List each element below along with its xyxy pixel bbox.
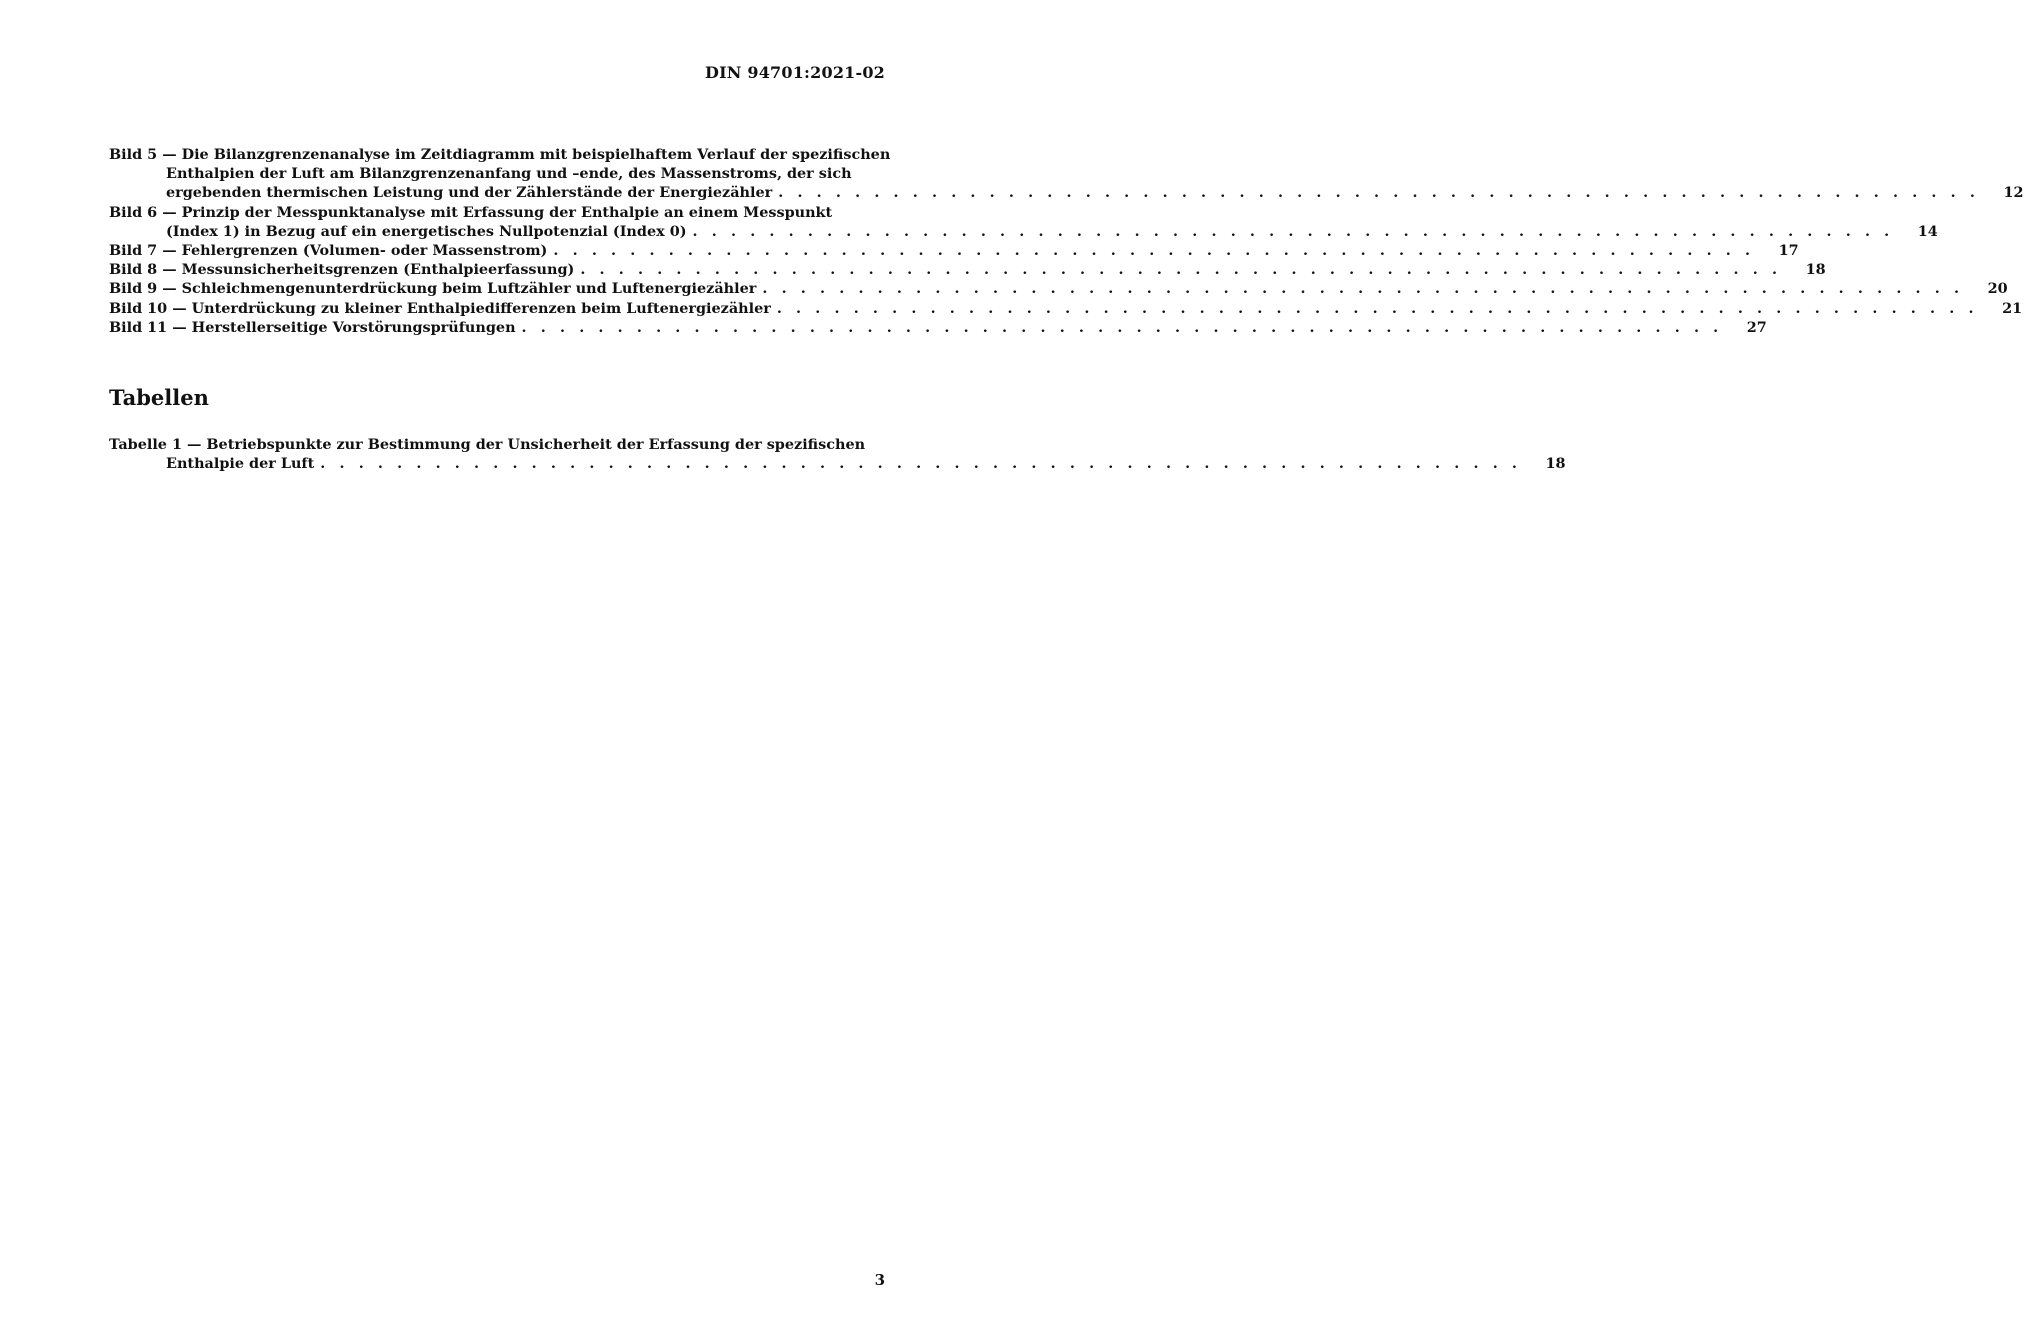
toc-page-number: 27 [1746,318,1767,336]
toc-page-number: 20 [1987,280,2008,298]
toc-leader-dots: . . . . . . . . . . . . . . . . . . . . . . . . . . . . . . . . . . . . . . . . . . . . . . . . . . . . . . . . . . . . . . . [521,318,1723,336]
toc-entry-text: Bild 6 — Prinzip der Messpunktanalyse mit Erfassung der Enthalpie an einem Messpunkt [109,203,833,221]
section-heading-tables: Tabellen [109,385,209,410]
toc-entry-text: (Index 1) in Bezug auf ein energetisches Nullpotenzial (Index 0) [166,222,687,240]
toc-leader-dots: . . . . . . . . . . . . . . . . . . . . . . . . . . . . . . . . . . . . . . . . . . . . . . . . . . . . . . . . . . . . . . . [776,299,1979,317]
toc-entry-bild-9[interactable] [109,279,2008,298]
toc-page-number: 21 [2002,299,2023,317]
toc-entry-bild-5[interactable] [109,145,2024,203]
toc-entry-tabelle-1[interactable] [109,435,1566,473]
toc-page-number: 12 [2003,184,2024,202]
toc-entry-bild-10[interactable] [109,299,2023,318]
toc-leader-dots: . . . . . . . . . . . . . . . . . . . . . . . . . . . . . . . . . . . . . . . . . . . . . . . . . . . . . . . . . . . . . . . [580,261,1782,279]
toc-entry-bild-11[interactable] [109,318,1767,337]
toc-entry-text: Tabelle 1 — Betriebspunkte zur Bestimmung der Unsicherheit der Erfassung der spezifischen [109,436,866,453]
toc-entry-text: Bild 11 — Herstellerseitige Vorstörungsprüfungen [109,318,516,336]
toc-entry-text: Bild 9 — Schleichmengenunterdrückung beim Luftzähler und Luftenergiezähler [109,280,757,298]
toc-page-number: 14 [1917,222,1938,240]
toc-leader-dots: . . . . . . . . . . . . . . . . . . . . . . . . . . . . . . . . . . . . . . . . . . . . . . . . . . . . . . . . . . . . . . . [692,222,1894,240]
toc-leader-dots: . . . . . . . . . . . . . . . . . . . . . . . . . . . . . . . . . . . . . . . . . . . . . . . . . . . . . . . . . . . . . . . [778,184,1980,202]
toc-entry-bild-7[interactable] [109,241,1799,260]
list-of-tables [109,435,1566,473]
toc-page-number: 18 [1805,261,1826,279]
toc-entry-text: Enthalpien der Luft am Bilanzgrenzenanfang und –ende, des Massenstroms, der sich [166,165,852,183]
toc-entry-text: Enthalpie der Luft [166,455,315,473]
document-id: DIN 94701:2021-02 [705,63,885,82]
toc-page-number: 17 [1778,242,1799,260]
toc-leader-dots: . . . . . . . . . . . . . . . . . . . . . . . . . . . . . . . . . . . . . . . . . . . . . . . . . . . . . . . . . . . . . . . [553,242,1755,260]
toc-leader-dots: . . . . . . . . . . . . . . . . . . . . . . . . . . . . . . . . . . . . . . . . . . . . . . . . . . . . . . . . . . . . . . . [320,455,1522,473]
toc-entry-bild-8[interactable] [109,260,1826,279]
toc-entry-bild-6[interactable] [109,203,1938,241]
page-number: 3 [874,1271,885,1289]
toc-entry-text: Bild 7 — Fehlergrenzen (Volumen- oder Massenstrom) [109,242,548,260]
toc-entry-text: Bild 5 — Die Bilanzgrenzenanalyse im Zeitdiagramm mit beispielhaftem Verlauf der spezifischen [109,146,891,163]
toc-leader-dots: . . . . . . . . . . . . . . . . . . . . . . . . . . . . . . . . . . . . . . . . . . . . . . . . . . . . . . . . . . . . . . . [762,280,1964,298]
toc-entry-text: Bild 10 — Unterdrückung zu kleiner Enthalpiedifferenzen beim Luftenergiezähler [109,299,771,317]
toc-page-number: 18 [1545,455,1566,473]
toc-entry-text: Bild 8 — Messunsicherheitsgrenzen (Enthalpieerfassung) [109,261,575,279]
list-of-figures [109,145,2024,337]
toc-entry-text: ergebenden thermischen Leistung und der Zählerstände der Energiezähler [166,184,773,202]
